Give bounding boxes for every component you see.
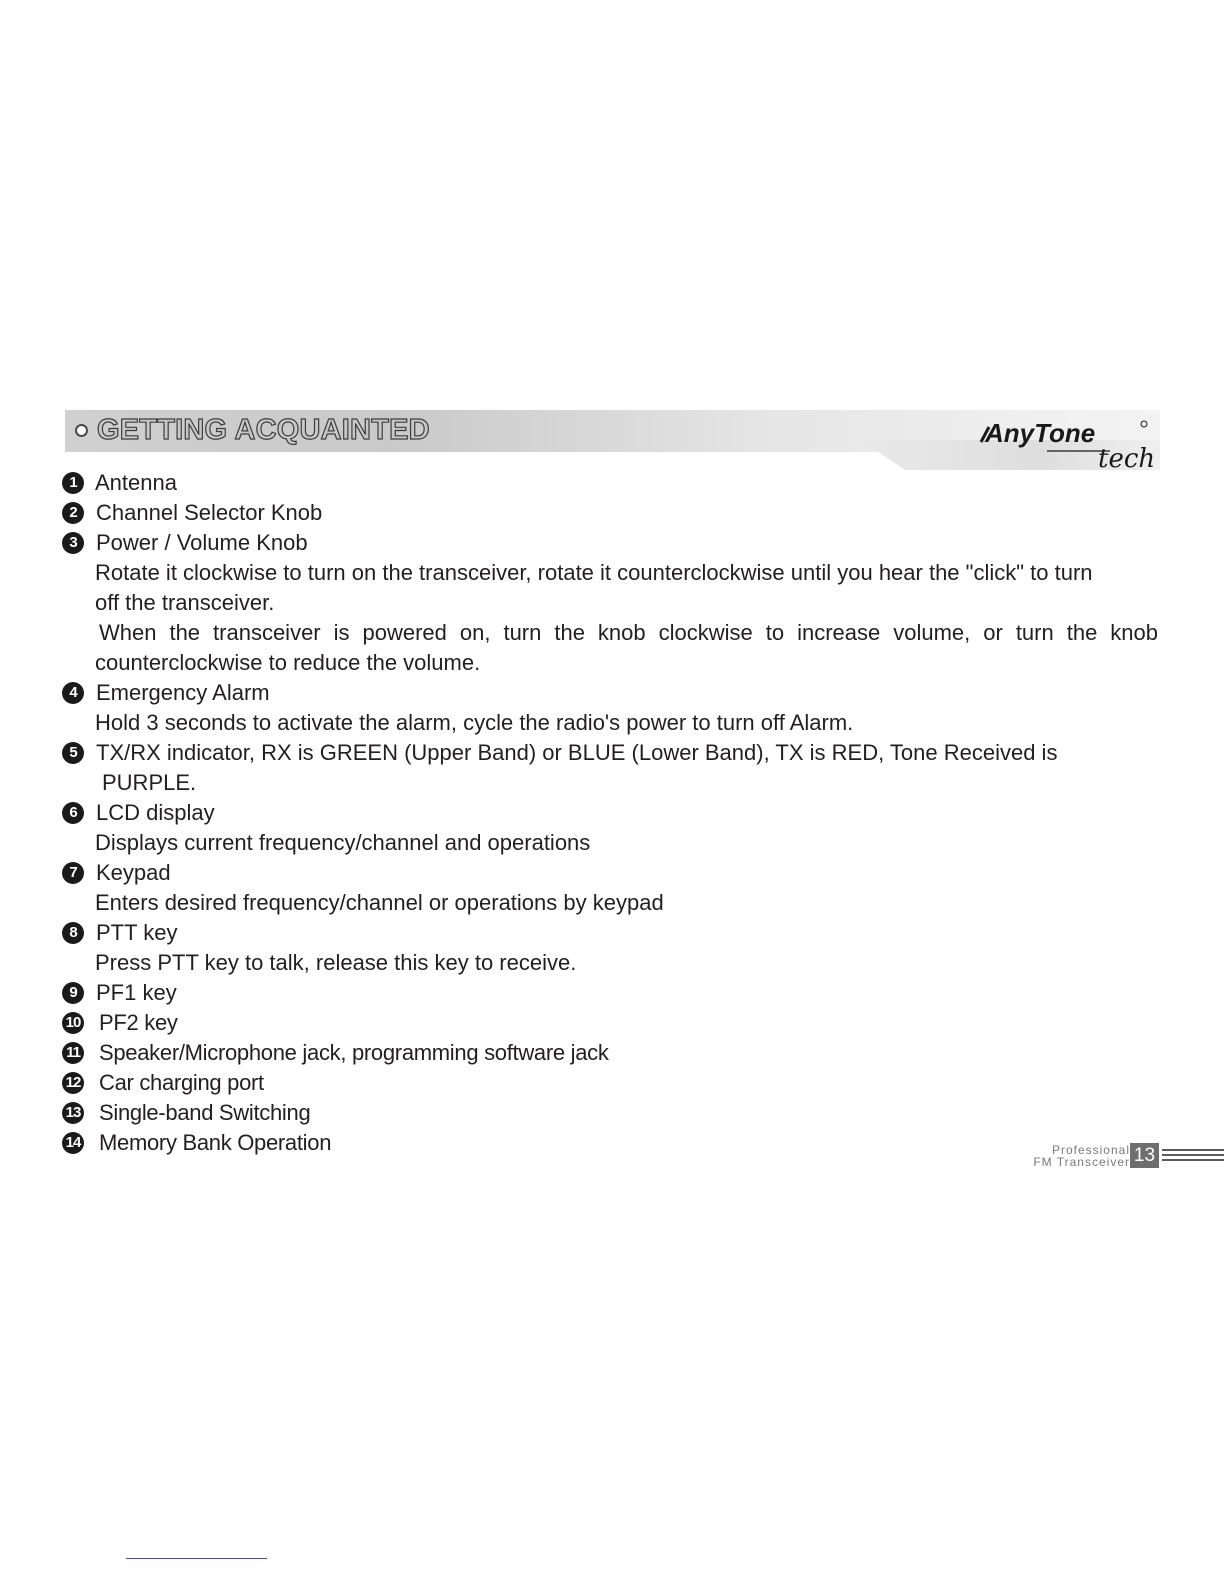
list-item bbox=[62, 528, 1162, 558]
list-item bbox=[62, 1098, 1162, 1128]
item-number-badge: 11 bbox=[62, 1042, 84, 1064]
item-description bbox=[62, 708, 1158, 738]
list-item bbox=[62, 738, 1162, 768]
item-label: Power / Volume Knob bbox=[96, 530, 308, 555]
footer-rule bbox=[1162, 1154, 1224, 1156]
description-line: off the transceiver. bbox=[95, 590, 275, 615]
item-label: PTT key bbox=[96, 920, 178, 945]
item-label: Channel Selector Knob bbox=[96, 500, 323, 525]
footer-caption bbox=[990, 1144, 1130, 1168]
description-line: Displays current frequency/channel and operations bbox=[95, 830, 591, 855]
item-number-badge: 2 bbox=[62, 502, 84, 524]
item-label: LCD display bbox=[96, 800, 215, 825]
description-line: counterclockwise to reduce the volume. bbox=[95, 650, 481, 675]
list-item bbox=[62, 978, 1162, 1008]
description-line: When the transceiver is powered on, turn the knob clockwise to increase volume, or turn the knob bbox=[99, 620, 1158, 645]
description-line: Press PTT key to talk, release this key to receive. bbox=[95, 950, 577, 975]
section-title: GETTING ACQUAINTED bbox=[97, 414, 430, 446]
logo-wordmark: AnyTone bbox=[985, 418, 1096, 448]
list-item bbox=[62, 1038, 1162, 1068]
item-number-badge: 9 bbox=[62, 982, 84, 1004]
item-number-badge: 3 bbox=[62, 532, 84, 554]
bottom-rule bbox=[126, 1558, 267, 1559]
item-label: TX/RX indicator, RX is GREEN (Upper Band) or BLUE (Lower Band), TX is RED, Tone Received is bbox=[96, 740, 1058, 765]
list-item bbox=[62, 1068, 1162, 1098]
anytone-tech-logo bbox=[975, 412, 1160, 474]
item-label: Single-band Switching bbox=[99, 1100, 311, 1125]
item-number-badge: 14 bbox=[62, 1132, 84, 1154]
item-description bbox=[62, 948, 1158, 978]
footer-line-professional: Professional bbox=[1051, 1143, 1130, 1157]
item-description bbox=[62, 828, 1158, 858]
footer-rule bbox=[1162, 1149, 1224, 1151]
item-description bbox=[62, 558, 1158, 678]
description-line: Enters desired frequency/channel or operations by keypad bbox=[95, 890, 664, 915]
page-number: 13 bbox=[1130, 1143, 1159, 1168]
description-line: Rotate it clockwise to turn on the transceiver, rotate it counterclockwise until you hear the "click" to turn bbox=[95, 560, 1093, 585]
footer-line-transceiver: FM Transceiver bbox=[1033, 1155, 1130, 1169]
list-item bbox=[62, 918, 1162, 948]
list-item bbox=[62, 498, 1162, 528]
item-label: Speaker/Microphone jack, programming software jack bbox=[99, 1040, 609, 1065]
description-line: Hold 3 seconds to activate the alarm, cycle the radio's power to turn off Alarm. bbox=[95, 710, 854, 735]
item-label: Keypad bbox=[96, 860, 171, 885]
item-number-badge: 10 bbox=[62, 1012, 84, 1034]
list-item bbox=[62, 468, 1162, 498]
list-item bbox=[62, 1008, 1162, 1038]
item-number-badge: 1 bbox=[62, 472, 84, 494]
parts-list bbox=[62, 468, 1162, 1158]
header-bullet-icon bbox=[75, 424, 88, 437]
item-label: Memory Bank Operation bbox=[99, 1130, 332, 1155]
item-number-badge: 4 bbox=[62, 682, 84, 704]
footer-rule bbox=[1162, 1159, 1224, 1161]
item-label: PF2 key bbox=[99, 1010, 178, 1035]
list-item bbox=[62, 798, 1162, 828]
item-number-badge: 13 bbox=[62, 1102, 84, 1124]
item-label: Emergency Alarm bbox=[96, 680, 270, 705]
item-label: PF1 key bbox=[96, 980, 177, 1005]
item-description bbox=[62, 888, 1158, 918]
item-number-badge: 5 bbox=[62, 742, 84, 764]
item-number-badge: 8 bbox=[62, 922, 84, 944]
list-item bbox=[62, 678, 1162, 708]
item-label: Car charging port bbox=[99, 1070, 264, 1095]
item-label-continuation: PURPLE. bbox=[102, 770, 197, 795]
item-number-badge: 6 bbox=[62, 802, 84, 824]
item-number-badge: 7 bbox=[62, 862, 84, 884]
logo-subtext: tech bbox=[1098, 444, 1156, 474]
item-number-badge: 12 bbox=[62, 1072, 84, 1094]
item-label: Antenna bbox=[95, 470, 177, 495]
list-item bbox=[62, 858, 1162, 888]
